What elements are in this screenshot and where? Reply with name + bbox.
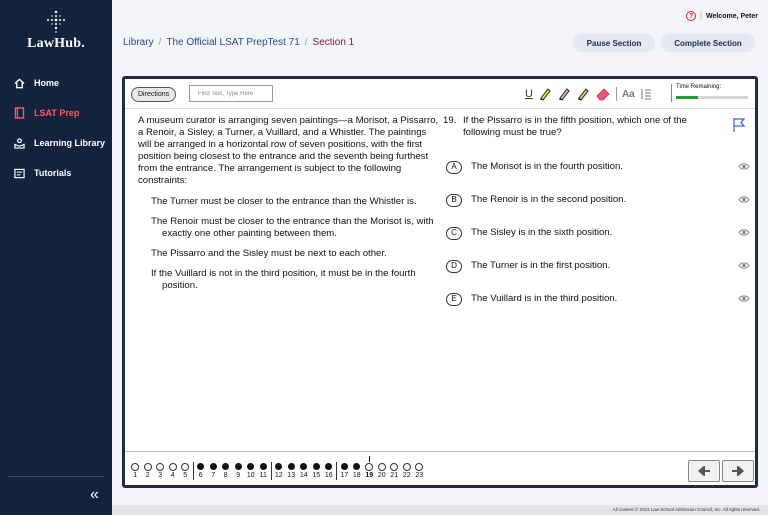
sidebar-item-label: Learning Library: [34, 138, 106, 148]
book-icon: [13, 107, 25, 119]
answered-dot-icon: [235, 462, 242, 471]
test-frame: [122, 76, 758, 488]
unanswered-circle-icon: [156, 462, 164, 471]
question-nav-item[interactable]: [363, 462, 376, 480]
choice-letter: B: [446, 194, 462, 207]
annotation-tools: [525, 85, 652, 103]
passage-constraint: The Turner must be closer to the entrance than the Whistler is.: [151, 196, 417, 207]
answered-dot-icon: [260, 462, 267, 471]
question-number: 19.: [443, 115, 457, 126]
unanswered-circle-icon: [378, 462, 386, 471]
choice-letter: A: [446, 161, 462, 174]
question-nav-number: 15: [312, 472, 321, 479]
sidebar-nav: [0, 68, 112, 188]
question-nav-number: 23: [415, 472, 424, 479]
answered-dot-icon: [222, 462, 229, 471]
answered-dot-icon: [300, 462, 307, 471]
question-nav-number: 7: [211, 472, 216, 479]
answered-dot-icon: [325, 462, 332, 471]
unanswered-circle-icon: [415, 462, 423, 471]
question-stem: [443, 115, 755, 139]
question-nav-number: 3: [158, 472, 163, 479]
question-nav-item[interactable]: [351, 462, 364, 480]
copyright-footer: All content © 2023 Law School Admission Council, Inc. All rights reserved.: [112, 505, 768, 515]
unanswered-circle-icon: [365, 462, 373, 471]
choice-text: The Renoir is in the second position.: [471, 194, 627, 205]
answer-choice-c[interactable]: [446, 225, 750, 241]
brand-name: LawHub.: [27, 36, 85, 51]
question-nav-number: 4: [170, 472, 175, 479]
answer-choice-a[interactable]: [446, 159, 750, 175]
question-navigator: [129, 458, 426, 480]
passage-intro: A museum curator is arranging seven paintings—a Morisot, a Pissarro, a Renoir, a Sisley, a Turner, a Vuillard, and a Whistler. The paintings will be arranged in a horizontal row of seven positions, with the first position being closest to the entrance and the seventh being furthest from the entrance. The arrangement is subject to the following constraints:: [138, 115, 439, 186]
question-nav-number: 5: [183, 472, 188, 479]
sidebar-item-label: LSAT Prep: [34, 108, 80, 118]
question-nav-number: 19: [365, 472, 374, 479]
question-nav-item[interactable]: [167, 462, 180, 480]
next-question-button[interactable]: [722, 460, 754, 482]
passage: [138, 115, 440, 300]
sidebar-item-lsat-prep[interactable]: [0, 98, 112, 128]
question-nav-item[interactable]: [207, 462, 220, 480]
question-group-separator: [193, 462, 194, 480]
sidebar-item-label: Home: [34, 78, 60, 88]
toolbar-separator: [616, 87, 617, 101]
question-nav-item[interactable]: [376, 462, 389, 480]
question-nav-number: 2: [145, 472, 150, 479]
answered-dot-icon: [247, 462, 254, 471]
arrow-left-icon: [697, 466, 711, 476]
unanswered-circle-icon: [131, 462, 139, 471]
directions-button[interactable]: Directions: [131, 87, 176, 102]
eye-icon[interactable]: [738, 261, 750, 274]
question-nav-item[interactable]: [310, 462, 323, 480]
unanswered-circle-icon: [390, 462, 398, 471]
question-nav-item[interactable]: [273, 462, 286, 480]
question-nav-number: 11: [259, 472, 267, 479]
collapse-sidebar-button[interactable]: «: [90, 486, 99, 503]
question-nav-number: 16: [324, 472, 333, 479]
unanswered-circle-icon: [181, 462, 189, 471]
home-icon: [13, 77, 25, 89]
sidebar: [0, 0, 112, 515]
eraser-icon[interactable]: [595, 87, 611, 101]
learning-icon: [13, 137, 25, 149]
orange-highlighter-icon[interactable]: [576, 87, 590, 101]
passage-constraint: The Pissarro and the Sisley must be next to each other.: [151, 248, 387, 259]
answered-dot-icon: [210, 462, 217, 471]
test-toolbar: [125, 79, 755, 109]
sidebar-item-tutorials[interactable]: [0, 158, 112, 188]
question-nav-item[interactable]: [195, 462, 208, 480]
passage-constraint: If the Vuillard is not in the third position, it must be in the fourth position.: [151, 268, 416, 291]
unanswered-circle-icon: [144, 462, 152, 471]
question-text: If the Pissarro is in the fifth position, which one of the following must be true?: [463, 115, 687, 138]
question-nav-number: 10: [246, 472, 255, 479]
question-nav-number: 18: [352, 472, 361, 479]
breadcrumb-separator: /: [304, 37, 308, 48]
welcome-bar: [686, 11, 758, 21]
question-nav-number: 6: [198, 472, 203, 479]
answer-choice-b[interactable]: [446, 192, 750, 208]
question-nav-item[interactable]: [298, 462, 311, 480]
question-nav-item[interactable]: [129, 462, 142, 480]
question-nav-item[interactable]: [388, 462, 401, 480]
question-nav-number: 1: [133, 472, 138, 479]
passage-constraint: The Renoir must be closer to the entrance than the Morisot is, with exactly one other painting between them.: [151, 216, 434, 239]
question-pane: [443, 115, 755, 304]
choice-letter: D: [446, 260, 462, 273]
font-size-label: Aa: [621, 88, 635, 100]
underline-label: U: [525, 88, 533, 100]
eye-icon[interactable]: [738, 294, 750, 307]
timer[interactable]: [671, 84, 751, 102]
question-nav-number: 22: [402, 472, 411, 479]
question-nav-number: 17: [340, 472, 349, 479]
question-nav-item[interactable]: [179, 462, 192, 480]
header-separator: |: [700, 12, 702, 20]
complete-section-button[interactable]: Complete Section: [661, 34, 755, 52]
tutorials-icon: [13, 167, 25, 179]
test-panel: [125, 79, 755, 485]
answered-dot-icon: [313, 462, 320, 471]
question-nav-item[interactable]: [142, 462, 155, 480]
choice-letter: C: [446, 227, 462, 240]
question-nav-number: 9: [236, 472, 241, 479]
yellow-highlighter-icon[interactable]: [538, 87, 552, 101]
breadcrumb-separator: /: [158, 37, 162, 48]
eye-icon[interactable]: [738, 195, 750, 208]
question-nav-item[interactable]: [323, 462, 336, 480]
question-nav-item[interactable]: [245, 462, 258, 480]
answer-choice-e[interactable]: [446, 291, 750, 307]
breadcrumb: [123, 37, 354, 48]
unanswered-circle-icon: [169, 462, 177, 471]
unanswered-circle-icon: [403, 462, 411, 471]
question-nav-number: 8: [223, 472, 228, 479]
breadcrumb-library[interactable]: Library: [123, 37, 154, 48]
find-text-input[interactable]: [189, 85, 273, 102]
answered-dot-icon: [353, 462, 360, 471]
question-nav-number: 20: [377, 472, 386, 479]
answered-dot-icon: [288, 462, 295, 471]
arrow-right-icon: [731, 466, 745, 476]
underline-tool[interactable]: [525, 88, 533, 100]
question-nav-number: 13: [287, 472, 296, 479]
pink-highlighter-icon[interactable]: [557, 87, 571, 101]
choice-text: The Morisot is in the fourth position.: [471, 161, 623, 172]
font-size-tool[interactable]: [622, 89, 635, 100]
choice-text: The Turner is in the first position.: [471, 260, 611, 271]
pause-section-button[interactable]: Pause Section: [573, 34, 655, 52]
sidebar-item-label: Tutorials: [34, 168, 72, 178]
question-navigator-bar: [125, 451, 755, 485]
logo-mark-icon: [43, 10, 69, 34]
question-nav-number: 12: [274, 472, 283, 479]
question-nav-number: 21: [390, 472, 399, 479]
question-nav-item[interactable]: [220, 462, 233, 480]
breadcrumb-preptest[interactable]: The Official LSAT PrepTest 71: [166, 37, 300, 48]
answered-dot-icon: [341, 462, 348, 471]
eye-icon[interactable]: [738, 228, 750, 241]
question-nav-item[interactable]: [338, 462, 351, 480]
question-nav-item[interactable]: [413, 462, 426, 480]
breadcrumb-section: Section 1: [312, 37, 355, 48]
lawhub-logo[interactable]: [0, 10, 112, 52]
eye-icon[interactable]: [738, 162, 750, 175]
welcome-text: Welcome, Peter: [705, 12, 758, 20]
choice-text: The Sisley is in the sixth position.: [471, 227, 613, 238]
sidebar-item-home[interactable]: [0, 68, 112, 98]
question-nav-item[interactable]: [401, 462, 414, 480]
answered-dot-icon: [197, 462, 204, 471]
sidebar-item-learning-library[interactable]: [0, 128, 112, 158]
choice-letter: E: [446, 293, 462, 306]
answer-choice-d[interactable]: [446, 258, 750, 274]
question-group-separator: [271, 462, 272, 480]
previous-question-button[interactable]: [688, 460, 720, 482]
help-icon[interactable]: ?: [686, 11, 696, 21]
question-nav-item[interactable]: [232, 462, 245, 480]
timer-bar: [676, 96, 748, 99]
timer-fill: [676, 96, 698, 99]
answered-dot-icon: [275, 462, 282, 471]
flag-icon[interactable]: [731, 117, 747, 137]
question-nav-item[interactable]: [154, 462, 167, 480]
sidebar-divider: [8, 476, 104, 477]
question-nav-item[interactable]: [257, 462, 270, 480]
timer-label: Time Remaining:: [676, 84, 722, 90]
question-nav-number: 14: [299, 472, 308, 479]
question-group-separator: [336, 462, 337, 480]
choice-text: The Vuillard is in the third position.: [471, 293, 618, 304]
question-nav-item[interactable]: [285, 462, 298, 480]
line-spacing-icon[interactable]: [640, 88, 652, 100]
